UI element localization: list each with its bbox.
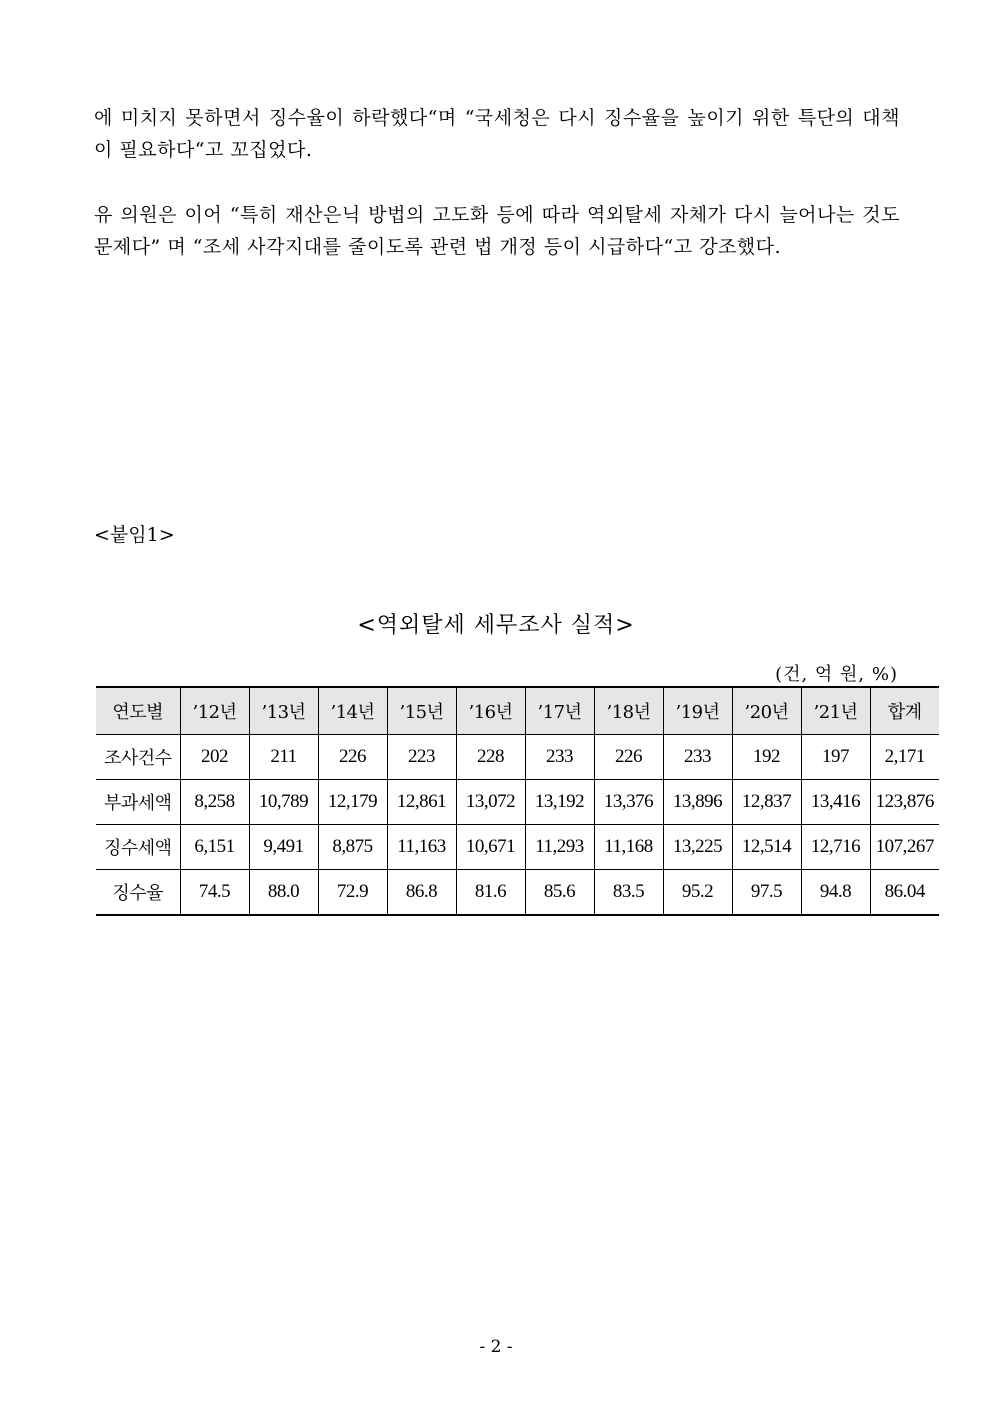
- body-paragraph-1: 에 미치지 못하면서 징수율이 하락했다“며 “국세청은 다시 징수율을 높이기 위한 특단의 대책이 필요하다“고 꼬집었다.: [94, 107, 900, 161]
- table-cell: 11,168: [594, 825, 663, 870]
- table-row: [96, 735, 939, 780]
- table-cell: 10,789: [249, 780, 318, 825]
- table-cell: 13,225: [663, 825, 732, 870]
- table-cell: 233: [525, 735, 594, 780]
- table-cell: 13,072: [456, 780, 525, 825]
- table-row: [96, 825, 939, 870]
- table-cell: 11,163: [387, 825, 456, 870]
- table-cell: 12,716: [801, 825, 870, 870]
- table-cell: 95.2: [663, 870, 732, 916]
- header-cell: ’14년: [318, 687, 387, 735]
- header-cell: 합계: [870, 687, 939, 735]
- table-cell: 88.0: [249, 870, 318, 916]
- header-cell: ’20년: [732, 687, 801, 735]
- table-cell: 2,171: [870, 735, 939, 780]
- row-label: 징수율: [96, 870, 180, 916]
- header-cell: ’21년: [801, 687, 870, 735]
- table-cell: 11,293: [525, 825, 594, 870]
- row-label: 조사건수: [96, 735, 180, 780]
- header-cell: ’16년: [456, 687, 525, 735]
- row-label: 부과세액: [96, 780, 180, 825]
- header-cell: 연도별: [96, 687, 180, 735]
- table-cell: 94.8: [801, 870, 870, 916]
- header-cell: ’17년: [525, 687, 594, 735]
- table-cell: 12,837: [732, 780, 801, 825]
- table-cell: 202: [180, 735, 249, 780]
- table-cell: 81.6: [456, 870, 525, 916]
- table-cell: 83.5: [594, 870, 663, 916]
- page-number: - 2 -: [479, 1337, 513, 1357]
- table-cell: 86.04: [870, 870, 939, 916]
- table-cell: 74.5: [180, 870, 249, 916]
- header-cell: ’13년: [249, 687, 318, 735]
- table-cell: 13,376: [594, 780, 663, 825]
- table-cell: 12,179: [318, 780, 387, 825]
- table-cell: 123,876: [870, 780, 939, 825]
- table-cell: 197: [801, 735, 870, 780]
- table-cell: 8,258: [180, 780, 249, 825]
- header-cell: ’12년: [180, 687, 249, 735]
- table-cell: 107,267: [870, 825, 939, 870]
- body-paragraph-2: 유 의원은 이어 “특히 재산은닉 방법의 고도화 등에 따라 역외탈세 자체가 다시 늘어나는 것도 문제다” 며 “조세 사각지대를 줄이도록 관련 법 개정 등이 시급하다“고 강조했다.: [94, 204, 900, 258]
- table-cell: 13,416: [801, 780, 870, 825]
- table-cell: 10,671: [456, 825, 525, 870]
- table-title: <역외탈세 세무조사 실적>: [357, 613, 635, 638]
- table-cell: 228: [456, 735, 525, 780]
- table-unit-note: (건, 억 원, %): [775, 664, 898, 685]
- table-cell: 226: [318, 735, 387, 780]
- table-cell: 72.9: [318, 870, 387, 916]
- attachment-label: <붙임1>: [94, 524, 175, 546]
- header-cell: ’19년: [663, 687, 732, 735]
- table-cell: 192: [732, 735, 801, 780]
- table-cell: 223: [387, 735, 456, 780]
- table-cell: 9,491: [249, 825, 318, 870]
- table-header-row: [96, 687, 939, 735]
- table-cell: 12,514: [732, 825, 801, 870]
- header-cell: ’18년: [594, 687, 663, 735]
- table-cell: 13,192: [525, 780, 594, 825]
- table-cell: 86.8: [387, 870, 456, 916]
- table-cell: 226: [594, 735, 663, 780]
- table-row: [96, 780, 939, 825]
- header-cell: ’15년: [387, 687, 456, 735]
- table-cell: 6,151: [180, 825, 249, 870]
- table-cell: 8,875: [318, 825, 387, 870]
- table-row: [96, 870, 939, 916]
- table-cell: 233: [663, 735, 732, 780]
- table-cell: 12,861: [387, 780, 456, 825]
- tax-audit-results-table: [96, 686, 939, 916]
- table-cell: 211: [249, 735, 318, 780]
- table-cell: 85.6: [525, 870, 594, 916]
- row-label: 징수세액: [96, 825, 180, 870]
- table-cell: 97.5: [732, 870, 801, 916]
- table-cell: 13,896: [663, 780, 732, 825]
